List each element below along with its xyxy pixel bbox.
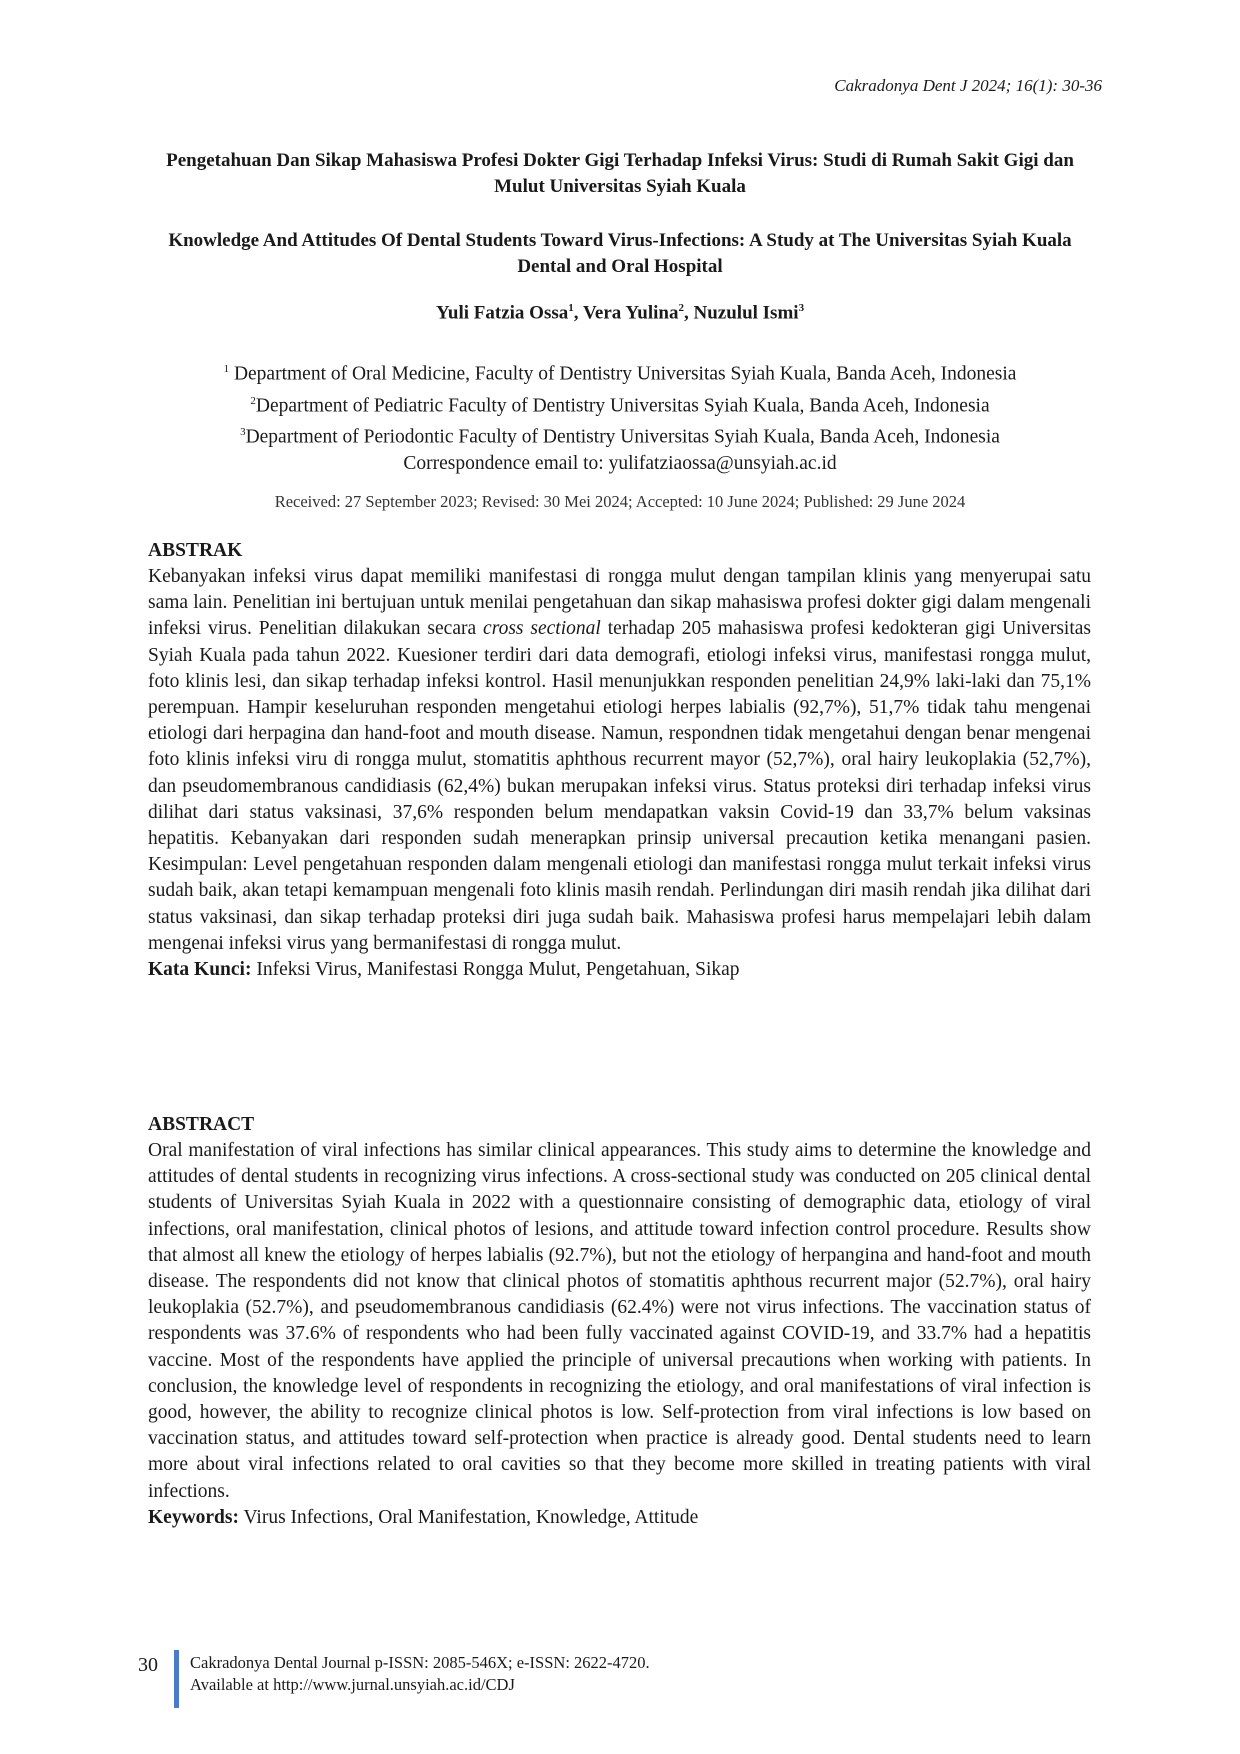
article-dates: Received: 27 September 2023; Revised: 30 Mei 2024; Accepted: 10 June 2024; Published: 29 June 2024: [274, 492, 966, 511]
affiliation-mark: 1: [223, 363, 230, 375]
affiliation-line: [150, 388, 1090, 420]
abstract-keywords: [148, 1505, 1091, 1531]
title-indonesian: Pengetahuan Dan Sikap Mahasiswa Profesi Dokter Gigi Terhadap Infeksi Virus: Studi di Rumah Sakit Gigi dan Mulut Universitas Syiah Kuala: [166, 150, 1074, 197]
abstract-section: [148, 1112, 1091, 1531]
author-list: Yuli Fatzia Ossa$^1$, Vera Yulina$^2$, Nuzulul Ismi$^3$: [435, 302, 805, 324]
abstrak-heading: ABSTRAK: [148, 540, 243, 561]
abstract-heading: ABSTRACT: [148, 1114, 255, 1135]
author-name: Yuli Fatzia Ossa: [435, 302, 569, 324]
author-affiliation-mark: 3: [798, 302, 805, 314]
keywords-label: Keywords:: [148, 1506, 239, 1528]
correspondence-email: Correspondence email to: yulifatziaossa@unsyiah.ac.id: [403, 452, 837, 474]
footer-journal-info: [190, 1652, 650, 1696]
keywords-list: Virus Infections, Oral Manifestation, Knowledge, Attitude: [239, 1506, 699, 1528]
keywords-label: Kata Kunci:: [148, 959, 252, 981]
keywords-list: Infeksi Virus, Manifestasi Rongga Mulut, Pengetahuan, Sikap: [251, 959, 740, 981]
affiliation-line: [150, 419, 1090, 451]
affiliation-mark: 3: [240, 426, 246, 438]
page-number: 30: [138, 1654, 158, 1676]
affiliation-mark: 2: [250, 394, 256, 407]
affiliation-text: Department of Periodontic Faculty of Dentistry Universitas Syiah Kuala, Banda Aceh, Indonesia: [245, 426, 1000, 448]
running-head: Cakradonya Dent J 2024; 16(1): 30-36: [834, 76, 1102, 95]
footer-divider-bar: [174, 1650, 179, 1708]
author-name: Nuzulul Ismi: [693, 302, 799, 324]
affiliation-text: Department of Pediatric Faculty of Dentistry Universitas Syiah Kuala, Banda Aceh, Indonesia: [255, 395, 990, 416]
abstrak-keywords: [148, 957, 1091, 983]
abstract-body: Oral manifestation of viral infections has similar clinical appearances. This study aims to determine the knowledge and attitudes of dental students in recognizing virus infections. A cross-sectional study was conducted on 205 clinical dental students of Universitas Syiah Kuala in 2022 with a questionnaire consisting of demographic data, etiology of viral infections, oral manifestation, clinical photos of lesions, and attitude toward infection control procedure. Results show that almost all knew the etiology of herpes labialis (92.7%), but not the etiology of herpangina and hand-foot and mouth disease. The respondents did not know that clinical photos of stomatitis aphthous recurrent major (52.7%), oral hairy leukoplakia (52.7%), and pseudomembranous candidiasis (62.4%) were not virus infections. The vaccination status of respondents was 37.6% of respondents who had been fully vaccinated against COVID-19, and 33.7% had a hepatitis vaccine. Most of the respondents have applied the principle of universal precautions when working with patients. In conclusion, the knowledge level of respondents in recognizing the etiology, and oral manifestations of viral infection is good, however, the ability to recognize clinical photos is low. Self-protection from viral infections is low based on vaccination status, and attitudes toward self-protection when practice is already good. Dental students need to learn more about viral infections related to oral cavities so that they become more skilled in treating patients with viral infections.: [148, 1140, 1091, 1502]
abstrak-text-part: Kebanyakan infeksi virus dapat memiliki manifestasi di rongga mulut dengan tampilan klinis yang menyerupai satu sama lain. Penelitian ini bertujuan untuk menilai pengetahuan dan sikap mahasiswa profesi dokter gigi dalam mengenali infeksi virus. Penelitian dilakukan secara: [148, 566, 1091, 640]
author-name: Vera Yulina: [582, 302, 679, 324]
author-affiliation-mark: 2: [678, 302, 684, 314]
affiliations: [150, 356, 1090, 477]
author-affiliation-mark: 1: [568, 302, 574, 314]
affiliation-text: Department of Oral Medicine, Faculty of Dentistry Universitas Syiah Kuala, Banda Aceh, Indonesia: [233, 363, 1017, 385]
abstrak-italic-term: cross sectional: [483, 618, 601, 640]
affiliation-line: [150, 356, 1090, 388]
title-english: Knowledge And Attitudes Of Dental Students Toward Virus-Infections: A Study at The Universitas Syiah Kuala Dental and Oral Hospital: [168, 230, 1072, 277]
abstrak-body: [148, 564, 1091, 957]
abstrak-section: [148, 538, 1091, 983]
abstrak-text-part: terhadap 205 mahasiswa profesi kedokteran gigi Universitas Syiah Kuala pada tahun 2022. Kuesioner terdiri dari data demografi, etiologi infeksi virus, manifestasi rongga mulut, foto klinis lesi, dan sikap terhadap infeksi kontrol. Hasil menunjukkan responden penelitian 24,9% laki-laki dan 75,1% perempuan. Hampir keseluruhan responden mengetahui etiologi herpes labialis (92,7%), 51,7% tidak tahu mengenai etiologi dari herpagina dan hand-foot and mouth disease. Namun, respondnen tidak mengetahui dengan benar mengenai foto klinis infeksi viru di rongga mulut, stomatitis aphthous recurrent mayor (52,7%), oral hairy leukoplakia (52,7%), dan pseudomembranous candidiasis (62,4%) bukan merupakan infeksi virus. Status proteksi diri terhadap infeksi virus dilihat dari status vaksinasi, 37,6% responden belum mendapatkan vaksin Covid-19 dan 33,7% belum vaksinas hepatitis. Kebanyakan dari responden sudah menerapkan prinsip universal precaution ketika menangani pasien. Kesimpulan: Level pengetahuan responden dalam mengenali etiologi dan manifestasi rongga mulut terkait infeksi virus sudah baik, akan tetapi kemampuan mengenali foto klinis masih rendah. Perlindungan diri masih rendah jika dilihat dari status vaksinasi, dan sikap terhadap proteksi diri juga sudah baik. Mahasiswa profesi harus mempelajari lebih dalam mengenai infeksi virus yang bermanifestasi di rongga mulut.: [148, 618, 1091, 954]
footer-issn-line: Cakradonya Dental Journal p-ISSN: 2085-546X; e-ISSN: 2622-4720.: [190, 1653, 650, 1672]
footer-url-line: Available at http://www.jurnal.unsyiah.ac.id/CDJ: [190, 1675, 515, 1694]
